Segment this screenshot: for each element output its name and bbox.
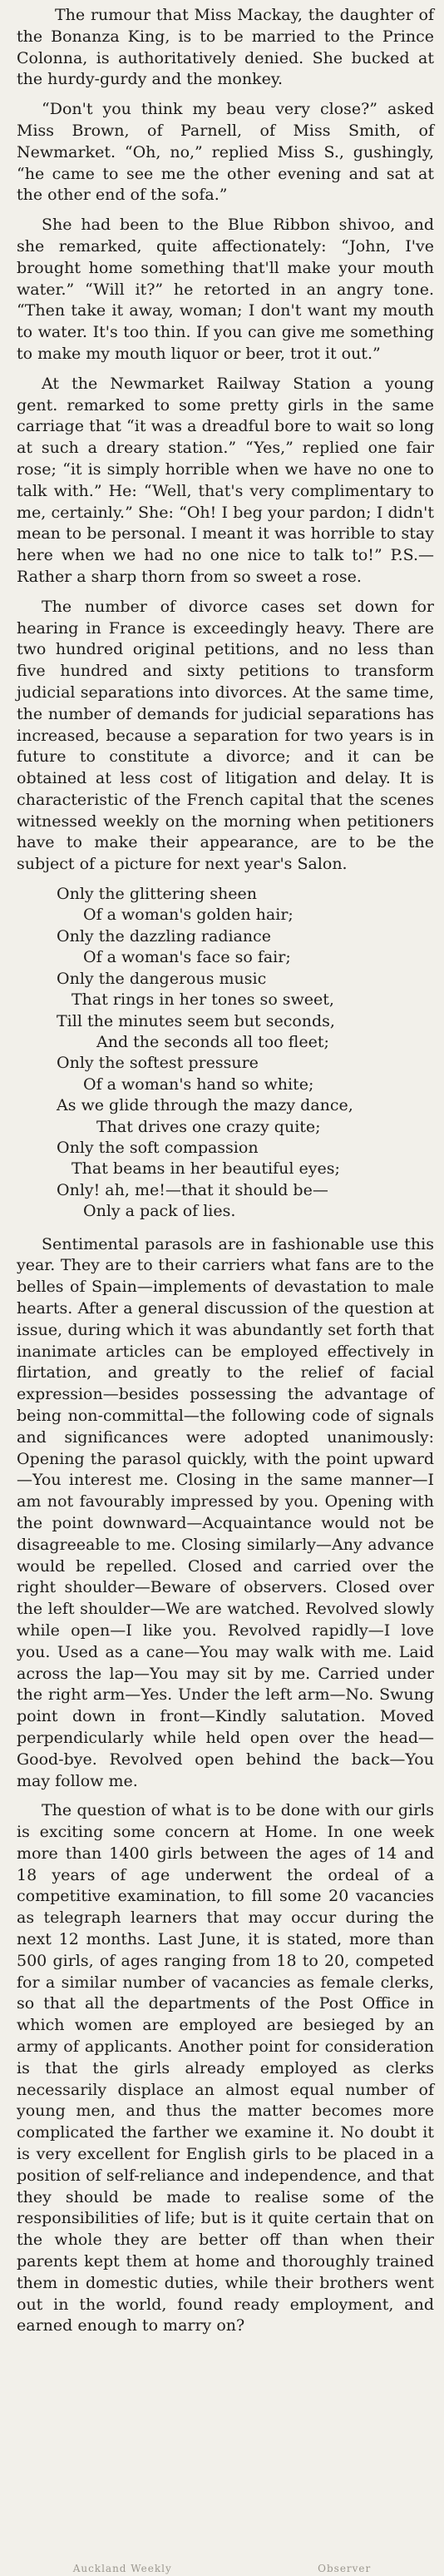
footer-left-text: Auckland Weekly — [72, 2563, 172, 2574]
paragraph-girls: The question of what is to be done with our girls is exciting some concern at Home. In one week more than 1400 girls between the ages of 14 and 18 years of age underwent the ordeal of a competitive examination, to fill some 20 vacancies as telegraph learners that may occur during the next 12 months. Last June, it is stated, more than 500 girls, of ages ranging from 18 to 20, competed for a similar number of vacancies as female clerks, so that all the departments of the Post Office in which women are employed are besieged by an army of applicants. Another point for consideration is that the girls already employed as clerks necessarily displace an almost equal number of young men, and thus the matter becomes more complicated the farther we examine it. No doubt it is very excellent for English girls to be placed in a position of self-reliance and independence, and that they should be made to realise some of the responsibilities of life; but is it quite certain that on the whole they are better off than when their parents kept them at home and thoroughly trained them in domestic duties, while their brothers went out in the world, found ready employment, and earned enough to marry on? — [17, 1801, 434, 2335]
poem-line: Only the soft compassion — [57, 1138, 259, 1157]
poem-line: Only the glittering sheen — [57, 885, 257, 904]
page-footer — [0, 2558, 444, 2576]
footer-right-text: Observer — [318, 2563, 372, 2574]
poem-line: As we glide through the mazy dance, — [57, 1096, 353, 1115]
paragraph-divorce: The number of divorce cases set down for hearing in France is exceedingly heavy. There are two hundred original petitions, and no less than five hundred and sixty petitions to transform judicial separations into divorces. At the same time, the number of demands for judicial separations has increased, because a separation for two years is in future to constitute a divorce; and it can be obtained at less cost of litigation and delay. It is characteristic of the French capital that the scenes witnessed weekly on the morning when petitioners have to make their appearance, are to be the subject of a picture for next year's Salon. — [17, 597, 434, 874]
poem-line: Only a pack of lies. — [83, 1202, 236, 1221]
poem-line: Of a woman's face so fair; — [83, 948, 291, 967]
poem-line: Only the softest pressure — [57, 1054, 259, 1073]
poem — [17, 884, 434, 1223]
poem-line: Only! ah, me!—that it should be— — [57, 1180, 328, 1199]
paragraph-railway-station: At the Newmarket Railway Station a young gent. remarked to some pretty girls in the same carriage that “it was a dreadful bore to wait so long at such a dreary station.” “Yes,” replied one fair rose; “it is simply horrible when we have no one to talk with.” He: “Well, that's very complimentary to me, certainly.” She: “Oh! I beg your pardon; I didn't mean to be personal. I meant it was horrible to stay here when we had no one nice to talk to!” P.S.—Rather a sharp thorn from so sweet a rose. — [17, 374, 434, 586]
poem-line: That rings in her tones so sweet, — [72, 990, 334, 1010]
paragraph-mackay: The rumour that Miss Mackay, the daughter of the Bonanza King, is to be married to the Prince Colonna, is authoritatively denied. She bucked at the hurdy-gurdy and the monkey. — [17, 6, 434, 89]
poem-line: That beams in her beautiful eyes; — [72, 1159, 340, 1179]
poem-line: That drives one crazy quite; — [96, 1117, 321, 1136]
paragraph-parasols: Sentimental parasols are in fashionable use this year. They are to their carriers what fans are to the belles of Spain—implements of devastation to male hearts. After a general discussion of the question at issue, during which it was abundantly set forth that inanimate articles can be employed effectively in flirtation, and greatly to the relief of facial expression—besides possessing the advantage of being non-committal—the following code of signals and significances were adopted unanimously: Opening the parasol quickly, with the point upward—You interest me. Closing in the same manner—I am not favourably impressed by you. Opening with the point downward—Acquaintance would not be disagreeable to me. Closing similarly—Any advance would be repelled. Closed and carried over the right shoulder—Beware of observers. Closed over the left shoulder—We are watched. Revolved slowly while open—I like you. Revolved rapidly—I love you. Used as a cane—You may walk with me. Laid across the lap—You may sit by me. Carried under the right arm—Yes. Under the left arm—No. Swung point down in front—Kindly salutation. Moved perpendicularly while held open over the head—Good-bye. Revolved open behind the back—You may follow me. — [17, 1234, 434, 1790]
paragraph-beau: “Don't you think my beau very close?” asked Miss Brown, of Parnell, of Miss Smith, of Newmarket. “Oh, no,” replied Miss S., gushingly, “he came to see me the other evening and sat at the other end of the sofa.” — [17, 100, 434, 205]
paragraph-blue-ribbon: She had been to the Blue Ribbon shivoo, and she remarked, quite affectionately: “John, I've brought home something that'll make your mouth water.” “Will it?” he retorted in an angry tone. “Then take it away, woman; I don't want my mouth to water. It's too thin. If you can give me something to make my mouth liquor or beer, trot it out.” — [17, 216, 434, 363]
poem-line: Only the dangerous music — [57, 969, 267, 988]
poem-line: Till the minutes seem but seconds, — [57, 1011, 335, 1030]
poem-line: Only the dazzling radiance — [57, 926, 272, 946]
poem-line: And the seconds all too fleet; — [96, 1032, 329, 1051]
poem-line: Of a woman's golden hair; — [83, 906, 294, 925]
poem-line: Of a woman's hand so white; — [83, 1075, 314, 1094]
